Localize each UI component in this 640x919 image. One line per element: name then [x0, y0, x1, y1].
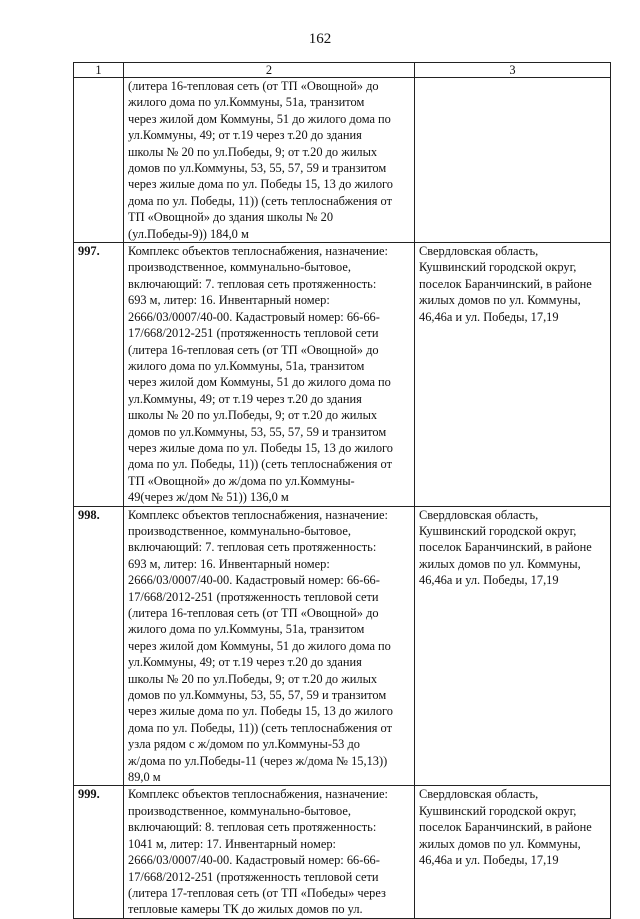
description-line: 1041 м, литер: 17. Инвентарный номер:: [128, 836, 336, 851]
description-line: Комплекс объектов теплоснабжения, назначение:: [128, 507, 388, 522]
description-line: через жилой дом Коммуны, 51 до жилого дома по: [128, 638, 391, 653]
table-row: [74, 786, 611, 918]
description-line: домов по ул.Коммуны, 53, 55, 57, 59 и транзитом: [128, 161, 387, 176]
object-address-cell: [415, 506, 611, 786]
description-line: школы № 20 по ул.Победы, 9; от т.20 до жилых: [128, 408, 378, 423]
description-line: Комплекс объектов теплоснабжения, назначение:: [128, 244, 388, 259]
description-line: (литера 16-тепловая сеть (от ТП «Овощной» до: [128, 342, 379, 357]
description-line: ТП «Овощной» до ж/дома по ул.Коммуны-: [128, 473, 355, 488]
description-line: через жилые дома по ул. Победы 15, 13 до жилого: [128, 440, 393, 455]
address-line: поселок Баранчинский, в районе: [419, 276, 592, 291]
description-line: производственное, коммунально-бытовое,: [128, 803, 351, 818]
description-line: ул.Коммуны, 49; от т.19 через т.20 до здания: [128, 655, 362, 670]
description-line: производственное, коммунально-бытовое,: [128, 523, 351, 538]
address-line: Свердловская область,: [419, 244, 539, 259]
description-line: (литера 16-тепловая сеть (от ТП «Овощной» до: [128, 79, 379, 93]
table-row: [74, 243, 611, 507]
continuation-address-cell: [415, 78, 611, 243]
description-line: жилого дома по ул.Коммуны, 51а, транзитом: [128, 358, 365, 373]
registry-table: [73, 62, 611, 919]
address-line: жилых домов по ул. Коммуны,: [419, 836, 581, 851]
description-line: Комплекс объектов теплоснабжения, назначение:: [128, 787, 388, 802]
description-line: домов по ул.Коммуны, 53, 55, 57, 59 и транзитом: [128, 688, 387, 703]
row-number: 997.: [74, 243, 124, 507]
description-line: 693 м, литер: 16. Инвентарный номер:: [128, 293, 330, 308]
description-line: (литера 16-тепловая сеть (от ТП «Овощной» до: [128, 606, 379, 620]
continuation-row: [74, 78, 611, 243]
continuation-description-cell: [124, 78, 415, 243]
table-header-row: [74, 63, 611, 78]
description-line: ж/дома по ул.Победы-11 (через ж/дома № 15,13)): [128, 753, 388, 768]
description-line: включающий: 8. тепловая сеть протяженность:: [128, 820, 377, 835]
object-description-cell: [124, 243, 415, 507]
description-line: тепловые камеры ТК до жилых домов по ул.: [128, 902, 363, 917]
description-line: ул.Коммуны, 49; от т.19 через т.20 до здания: [128, 128, 362, 143]
description-line: через жилые дома по ул. Победы 15, 13 до жилого: [128, 704, 393, 719]
description-line: ТП «Овощной» до здания школы № 20: [128, 210, 334, 225]
address-line: Свердловская область,: [419, 787, 539, 802]
description-line: (ул.Победы-9)) 184,0 м: [128, 226, 249, 241]
description-line: через жилые дома по ул. Победы 15, 13 до жилого: [128, 177, 393, 192]
description-line: дома по ул. Победы, 11)) (сеть теплоснабжения от: [128, 720, 392, 735]
column-header-2: 2: [124, 63, 415, 78]
object-address-cell: [415, 243, 611, 507]
description-line: жилого дома по ул.Коммуны, 51а, транзитом: [128, 622, 365, 637]
description-line: (литера 17-тепловая сеть (от ТП «Победы» через: [128, 885, 386, 900]
description-line: 49(через ж/дом № 51)) 136,0 м: [128, 490, 289, 505]
address-line: жилых домов по ул. Коммуны,: [419, 293, 581, 308]
description-line: 17/668/2012-251 (протяженность тепловой сети: [128, 869, 379, 884]
description-line: 17/668/2012-251 (протяженность тепловой сети: [128, 326, 379, 341]
description-line: узла рядом с ж/домом по ул.Коммуны-53 до: [128, 737, 360, 752]
description-line: 2666/03/0007/40-00. Кадастровый номер: 66-66-: [128, 309, 380, 324]
description-line: дома по ул. Победы, 11)) (сеть теплоснабжения от: [128, 457, 392, 472]
description-line: через жилой дом Коммуны, 51 до жилого дома по: [128, 375, 391, 390]
address-line: поселок Баранчинский, в районе: [419, 540, 592, 555]
address-line: Кушвинский городской округ,: [419, 260, 577, 275]
description-line: школы № 20 по ул.Победы, 9; от т.20 до жилых: [128, 144, 378, 159]
object-address-cell: [415, 786, 611, 918]
description-line: производственное, коммунально-бытовое,: [128, 260, 351, 275]
address-line: 46,46а и ул. Победы, 17,19: [419, 573, 559, 588]
page-number: 162: [308, 31, 332, 47]
row-number: 999.: [74, 786, 124, 918]
address-line: поселок Баранчинский, в районе: [419, 820, 592, 835]
description-line: включающий: 7. тепловая сеть протяженность:: [128, 276, 377, 291]
continuation-number-cell: [74, 78, 124, 243]
object-description-cell: [124, 786, 415, 918]
address-line: 46,46а и ул. Победы, 17,19: [419, 309, 559, 324]
description-line: через жилой дом Коммуны, 51 до жилого дома по: [128, 111, 391, 126]
address-line: 46,46а и ул. Победы, 17,19: [419, 853, 559, 868]
description-line: жилого дома по ул.Коммуны, 51а, транзитом: [128, 95, 365, 110]
column-header-1: 1: [74, 63, 124, 78]
description-line: 2666/03/0007/40-00. Кадастровый номер: 66-66-: [128, 853, 380, 868]
description-line: 89,0 м: [128, 770, 161, 785]
address-line: Кушвинский городской округ,: [419, 523, 577, 538]
address-line: Свердловская область,: [419, 507, 539, 522]
row-number: 998.: [74, 506, 124, 786]
description-line: 17/668/2012-251 (протяженность тепловой сети: [128, 589, 379, 604]
address-line: жилых домов по ул. Коммуны,: [419, 556, 581, 571]
object-description-cell: [124, 506, 415, 786]
description-line: 2666/03/0007/40-00. Кадастровый номер: 66-66-: [128, 573, 380, 588]
description-line: школы № 20 по ул.Победы, 9; от т.20 до жилых: [128, 671, 378, 686]
description-line: 693 м, литер: 16. Инвентарный номер:: [128, 556, 330, 571]
description-line: включающий: 7. тепловая сеть протяженность:: [128, 540, 377, 555]
description-line: домов по ул.Коммуны, 53, 55, 57, 59 и транзитом: [128, 424, 387, 439]
description-line: ул.Коммуны, 49; от т.19 через т.20 до здания: [128, 391, 362, 406]
description-line: дома по ул. Победы, 11)) (сеть теплоснабжения от: [128, 193, 392, 208]
address-line: Кушвинский городской округ,: [419, 803, 577, 818]
column-header-3: 3: [415, 63, 611, 78]
table-row: [74, 506, 611, 786]
